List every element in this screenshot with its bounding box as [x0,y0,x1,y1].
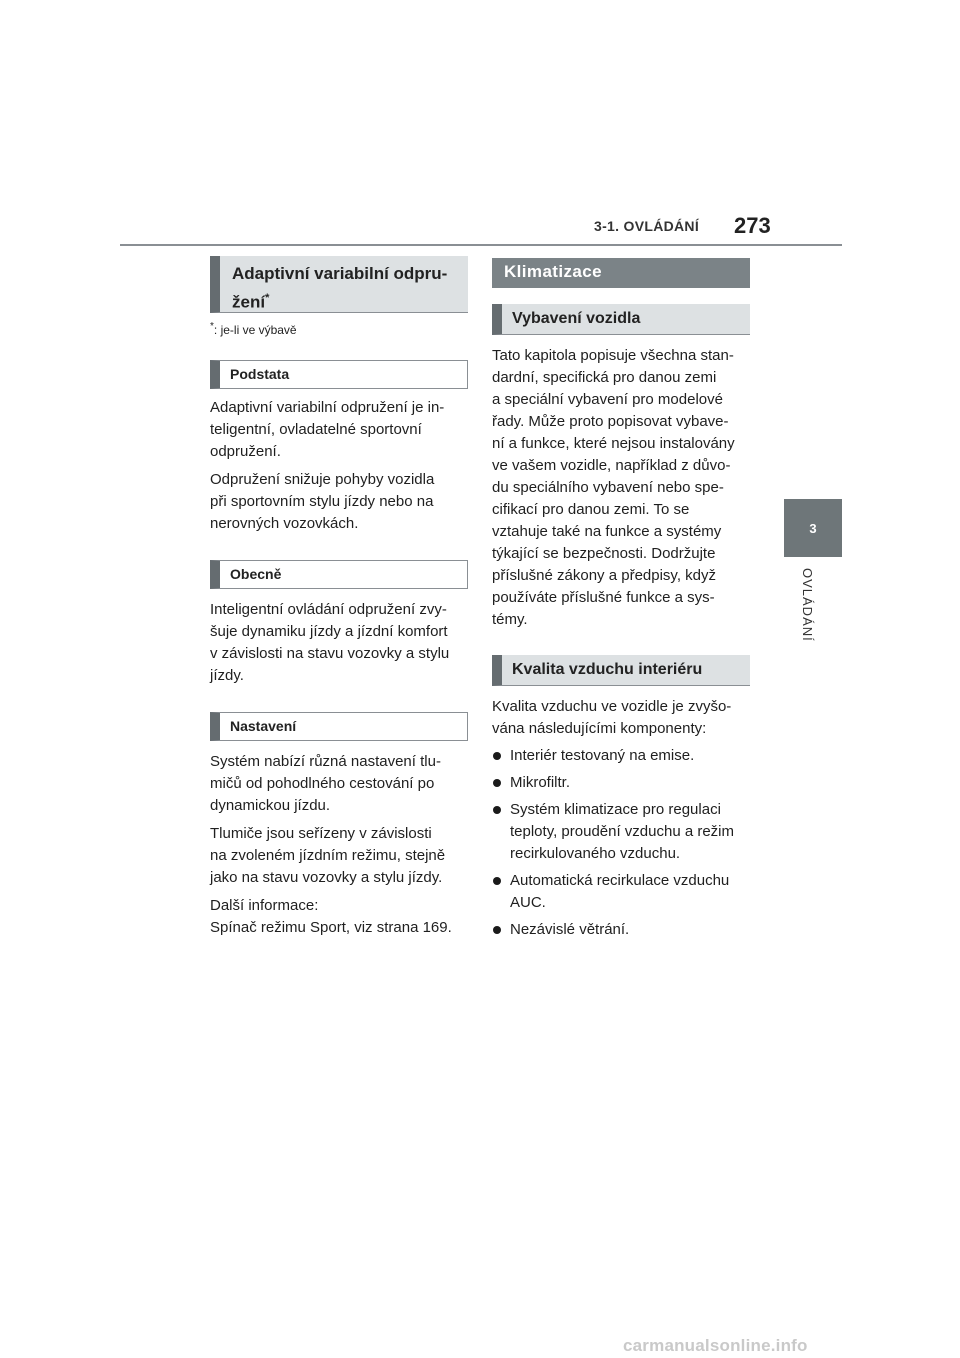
list-item: Automatická recirkulace vzduchu AUC. [492,870,750,914]
paragraph: Inteligentní ovládání odpružení zvy- šuje dynamiku jízdy a jízdní komfort v závislosti na stavu vozovky a stylu jízdy. [210,601,450,684]
subheading-podstata: Podstata [210,360,468,389]
list-item: Mikrofiltr. [492,772,750,794]
paragraph: Tlumiče jsou seřízeny v závislosti na zvoleném jízdním režimu, stejně jako na stavu vozovky a stylu jízdy. [210,825,446,886]
subheading-kvalita-vzduchu: Kvalita vzduchu interiéru [492,655,750,686]
list-item: Nezávislé větrání. [492,919,750,941]
paragraph: Adaptivní variabilní odpružení je in- teligentní, ovladatelné sportovní odpružení. [210,399,445,460]
list-item: Systém klimatizace pro regulaci teploty, proudění vzduchu a režim recirkulovaného vzduchu. [492,799,750,865]
page-number: 273 [734,213,771,238]
right-column [492,258,750,941]
paragraph: Tato kapitola popisuje všechna stan- dardní, specifická pro danou zemi a speciální vybavení pro modelové řady. Může proto popisovat vybave- ní a funkce, které nejsou instalovány ve vašem vozidle, například z důvo- du speciálního vybavení nebo spe- cifikací pro danou zemi. To se vztahuje také na funkce a systémy týkající se bezpečnosti. Dodržujte příslušné zákony a předpisy, když používáte příslušné funkce a sys- témy. [492,347,735,628]
watermark: carmanualsonline.info [623,1336,808,1355]
chapter-side-label: OVLÁDÁNÍ [800,568,815,642]
header-rule [120,244,842,246]
left-column [210,256,468,939]
chapter-heading-klimatizace: Klimatizace [492,258,750,288]
section-title-text: Adaptivní variabilní odpru- žení [232,264,448,312]
section-title-adaptive-suspension [210,256,468,313]
footnote-marker: * [210,321,214,332]
paragraph: Další informace: Spínač režimu Sport, viz strana 169. [210,897,452,936]
subheading-nastaveni: Nastavení [210,712,468,741]
footnote-text: : je-li ve výbavě [213,323,297,337]
paragraph: Odpružení snižuje pohyby vozidla při sportovním stylu jízdy nebo na nerovných vozovkách. [210,471,435,532]
list-item: Interiér testovaný na emise. [492,745,750,767]
page-header-section: 3-1. OVLÁDÁNÍ [594,218,700,234]
air-quality-list [492,745,750,941]
subheading-vybaveni-vozidla: Vybavení vozidla [492,304,750,335]
chapter-side-tab-number: 3 [809,520,817,536]
subheading-obecne: Obecně [210,560,468,589]
footnote [210,321,468,337]
footnote-mark: * [265,292,270,304]
paragraph: Systém nabízí různá nastavení tlu- mičů od pohodlného cestování po dynamickou jízdu. [210,753,441,814]
chapter-side-tab [784,499,842,557]
paragraph: Kvalita vzduchu ve vozidle je zvyšo- vána následujícími komponenty: [492,698,732,737]
